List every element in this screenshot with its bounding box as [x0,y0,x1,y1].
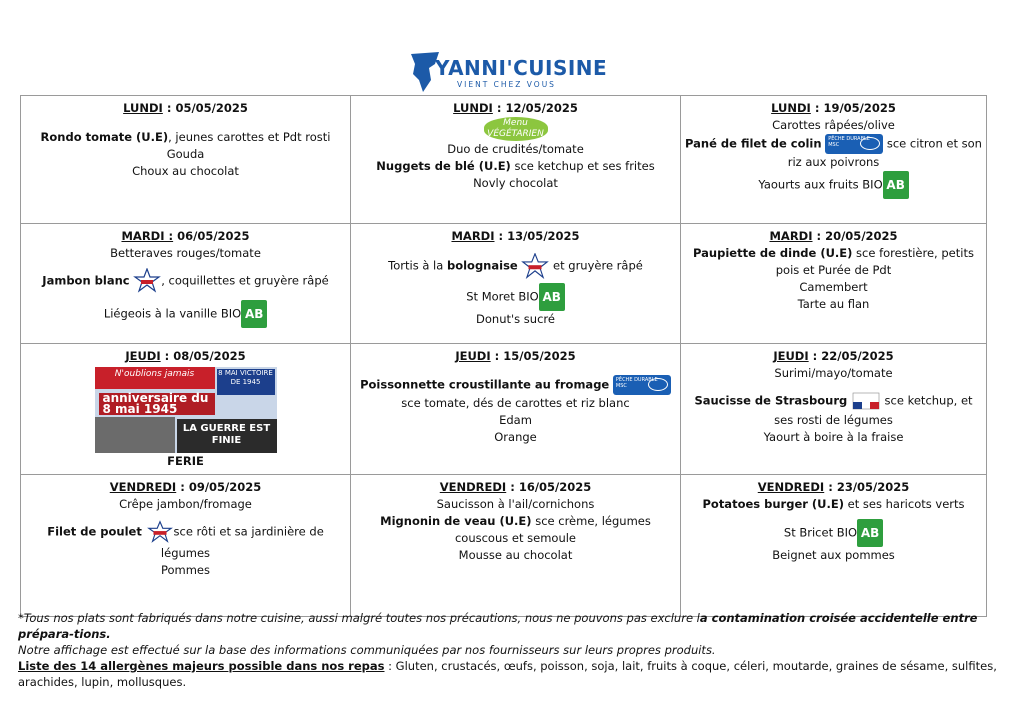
menu-line: Mousse au chocolat [458,548,573,562]
cell-lundi-05 [21,96,351,224]
day-heading: JEUDI : 15/05/2025 [455,349,576,363]
organic-ab-icon: AB [539,283,565,311]
footer-notes [18,610,998,690]
day-heading: VENDREDI : 23/05/2025 [757,480,910,494]
menu-line: Camembert [799,280,868,294]
cell-vendredi-23 [681,475,987,617]
day-heading: MARDI : 06/05/2025 [121,229,250,243]
day-heading: MARDI : 13/05/2025 [451,229,580,243]
menu-table [20,95,987,617]
menu-line: Carottes râpées/olive [772,118,895,132]
day-heading: JEUDI : 08/05/2025 [125,349,246,363]
table-row [21,344,987,475]
menu-line: Surimi/mayo/tomate [774,366,893,380]
menu-line: Mignonin de veau (U.E) sce crème, légumes couscous et semoule [380,514,651,545]
vegetarian-badge-icon: Menu VÉGÉTARIEN [484,117,548,141]
menu-line: Paupiette de dinde (U.E) sce forestière, petits pois et Purée de Pdt [693,246,974,277]
organic-ab-icon: AB [241,300,267,328]
menu-line: Duo de crudités/tomate [447,142,584,156]
day-heading: JEUDI : 22/05/2025 [773,349,894,363]
menu-line: Jambon blanc , coquillettes et gruyère râpé [25,268,346,294]
menu-line: Novly chocolat [473,176,558,190]
organic-ab-icon: AB [857,519,883,547]
menu-line: Saucisson à l'ail/cornichons [436,497,595,511]
menu-line: Rondo tomate (U.E), jeunes carottes et Pdt rosti [40,130,331,144]
table-row [21,224,987,344]
cell-jeudi-22 [681,344,987,475]
day-heading: LUNDI : 19/05/2025 [771,101,896,115]
menu-line: Liégeois à la vanille BIO AB [25,300,346,328]
logo-tagline: VIENT CHEZ VOUS [457,80,556,89]
menu-line: Yaourt à boire à la fraise [763,430,904,444]
msc-label-icon: PÊCHE DURABLE MSC [613,375,671,395]
menu-line: Gouda [166,147,205,161]
menu-line: Poissonnette croustillante au fromage PÊCHE DURABLE MSC sce tomate, dés de carottes et riz blanc [355,375,676,412]
day-heading: VENDREDI : 16/05/2025 [439,480,592,494]
menu-line: Orange [494,430,537,444]
cell-lundi-12 [351,96,681,224]
menu-line: Potatoes burger (U.E) et ses haricots verts [702,497,965,511]
cell-vendredi-09 [21,475,351,617]
cell-vendredi-16 [351,475,681,617]
day-heading: VENDREDI : 09/05/2025 [109,480,262,494]
french-pork-label-icon [133,268,161,294]
cell-mardi-13 [351,224,681,344]
menu-line: St Bricet BIO AB [685,519,982,547]
menu-line: Donut's sucré [476,312,555,326]
french-poultry-label-icon [146,519,174,545]
menu-line: Tortis à la bolognaise et gruyère râpé [355,253,676,279]
menu-line: St Moret BIO AB [355,283,676,311]
contamination-note: *Tous nos plats sont fabriqués dans notre cuisine, aussi malgré toutes nos précautions, nous ne pouvons pas exclure la contamination croisée accidentelle entre prépara-tions. [18,611,978,641]
logo-brand: YANNI'CUISINE [435,56,608,80]
menu-line: Pommes [160,563,211,577]
table-row [21,96,987,224]
menu-line: Yaourts aux fruits BIO AB [685,171,982,199]
ww2-poster-image: N'oublions jamais 8 MAI VICTOIRE DE 1945 anniversaire du 8 mai 1945 LA GUERRE EST FINIE [95,367,277,453]
menu-line: Choux au chocolat [132,164,239,178]
french-beef-label-icon [521,253,549,279]
cell-jeudi-08 [21,344,351,475]
menu-line: Crêpe jambon/fromage [119,497,252,511]
table-row [21,475,987,617]
day-heading: MARDI : 20/05/2025 [769,229,898,243]
holiday-label: FERIE [167,454,204,468]
logo [405,50,615,95]
cell-mardi-06 [21,224,351,344]
cell-mardi-20 [681,224,987,344]
menu-line: Nuggets de blé (U.E) sce ketchup et ses frites [376,159,655,173]
cell-jeudi-15 [351,344,681,475]
menu-line: Betteraves rouges/tomate [110,246,261,260]
day-heading: LUNDI : 12/05/2025 [453,101,578,115]
menu-line: Edam [499,413,532,427]
menu-line: Saucisse de Strasbourg sce ketchup, et ses rosti de légumes [685,390,982,429]
menu-line: Pané de filet de colin PÊCHE DURABLE MSC sce citron et son riz aux poivrons [685,136,982,169]
supplier-note: Notre affichage est effectué sur la base des informations communiquées par nos fournisseurs sur leurs propres produits. [18,643,716,657]
french-origin-icon [851,390,881,412]
organic-ab-icon: AB [883,171,909,199]
allergen-note: Liste des 14 allergènes majeurs possible dans nos repas : Gluten, crustacés, œufs, poisson, soja, lait, fruits à coque, céleri, moutarde, graines de sésame, sulfites, arachides, lupin, mollusques. [18,659,997,689]
cell-lundi-19 [681,96,987,224]
menu-line: Filet de poulet sce rôti et sa jardinière de légumes [25,519,346,562]
menu-line: Beignet aux pommes [772,548,895,562]
msc-label-icon: PÊCHE DURABLE MSC [825,134,883,154]
menu-line: Tarte au flan [797,297,870,311]
day-heading: LUNDI : 05/05/2025 [123,101,248,115]
